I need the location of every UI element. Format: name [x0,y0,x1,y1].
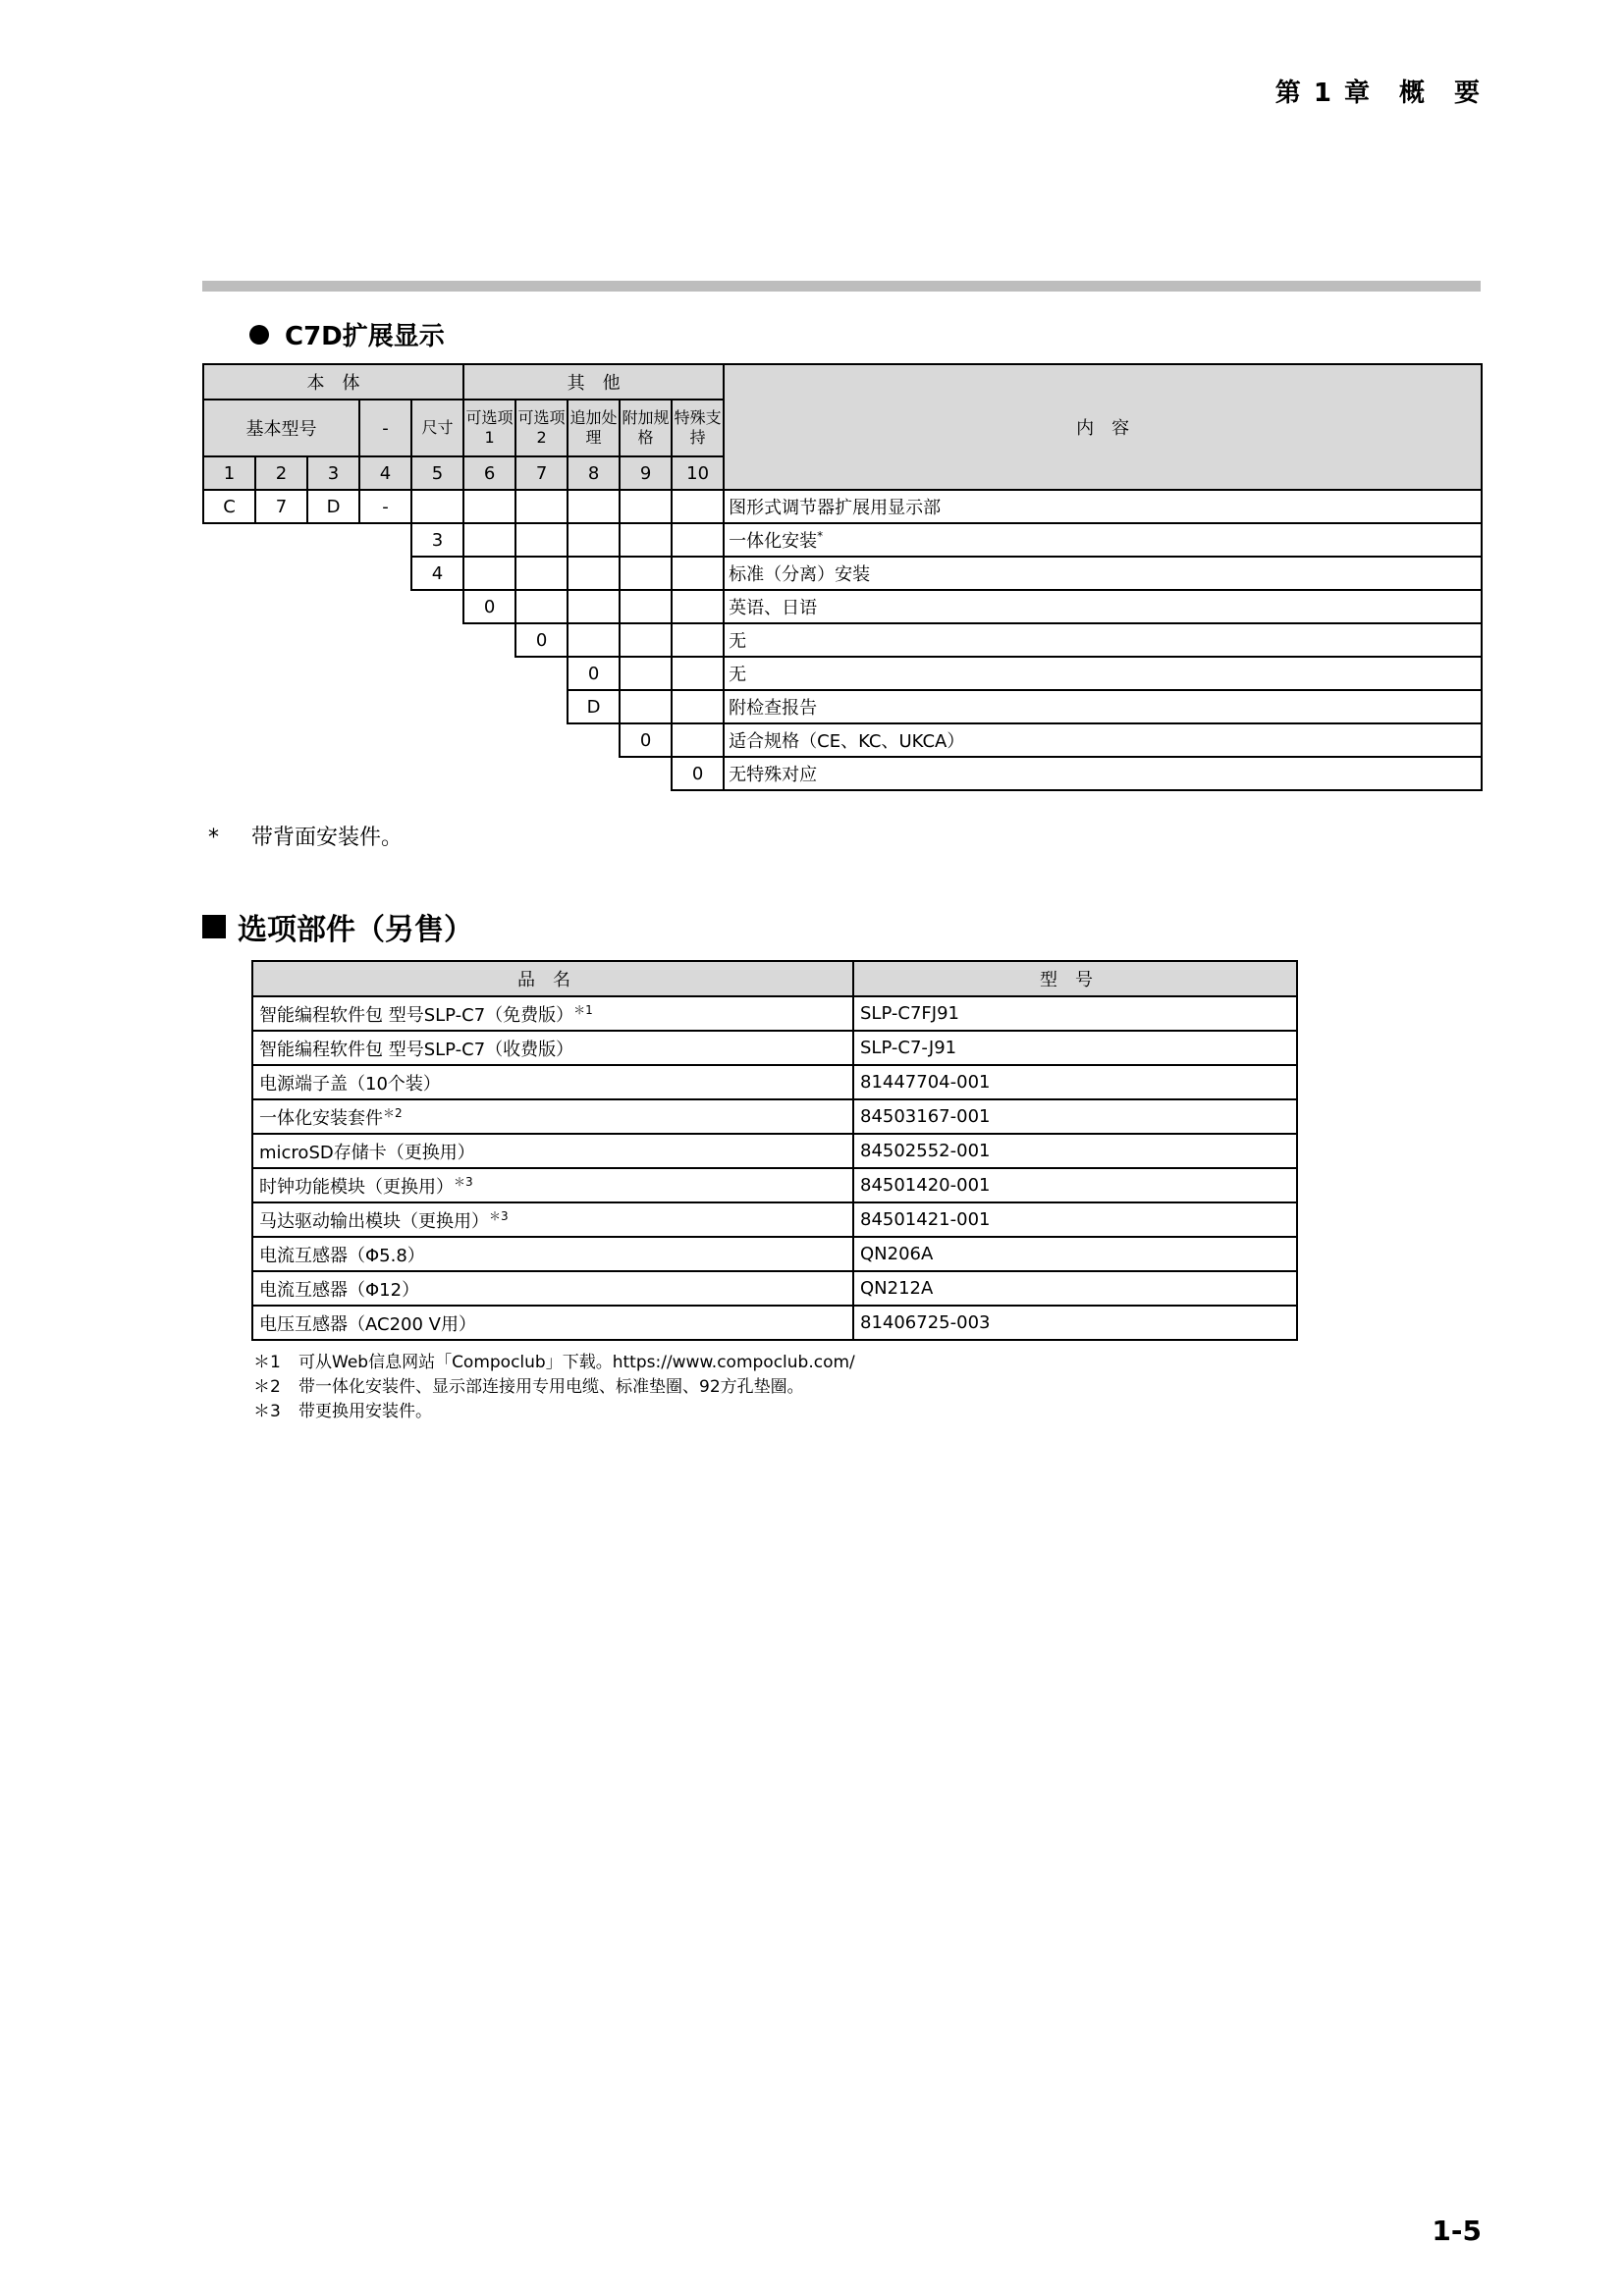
footnote-mark: * [817,529,824,543]
content-cell: 无特殊对应 [724,757,1482,790]
table-row [203,757,1482,790]
square-bullet-icon [202,915,226,938]
group-other-header: 其 他 [463,364,724,400]
option2-header: 可选项2 [515,400,568,456]
part-name: 电流互感器（Φ12） [252,1271,853,1306]
part-model: 84502552-001 [853,1134,1297,1168]
table-row [252,1237,1297,1271]
options-table [251,960,1298,1341]
part-model: SLP-C7-J91 [853,1031,1297,1065]
code-cell: - [359,490,411,523]
part-model: 84501420-001 [853,1168,1297,1202]
content-cell: 附检查报告 [724,690,1482,723]
content-cell: 英语、日语 [724,590,1482,623]
part-name: 智能编程软件包 型号SLP-C7（免费版）$^{*1}$ [252,996,853,1031]
code-cell: 0 [672,757,724,790]
code-cell [672,490,724,523]
size-header: 尺寸 [411,400,463,456]
code-cell: 3 [411,523,463,557]
table-row [252,1306,1297,1340]
code-cell: 7 [255,490,307,523]
table-row [203,657,1482,690]
part-name: 电流互感器（Φ5.8） [252,1237,853,1271]
content-cell: 一体化安装* [724,523,1482,557]
code-cell [515,490,568,523]
code-cell: 0 [515,623,568,657]
part-name: 电源端子盖（10个装） [252,1065,853,1099]
content-cell: 适合规格（CE、KC、UKCA） [724,723,1482,757]
part-model: 84503167-001 [853,1099,1297,1134]
table-row [252,996,1297,1031]
part-model: 81447704-001 [853,1065,1297,1099]
position-number: 7 [515,456,568,490]
table-row [252,1031,1297,1065]
page-number: 1-5 [1432,2215,1482,2247]
section-title-text: C7D扩展显示 [285,322,445,351]
table-row [203,557,1482,590]
part-model: QN212A [853,1271,1297,1306]
table-row [252,1099,1297,1134]
additional-processing-header: 追加处理 [568,400,620,456]
dash-header: - [359,400,411,456]
position-number: 4 [359,456,411,490]
table-row [203,723,1482,757]
table-row [252,1134,1297,1168]
chapter-header: 第 1 章 概 要 [1274,79,1482,108]
code-cell: D [307,490,359,523]
position-number: 3 [307,456,359,490]
footnote: ＊3 带更换用安装件。 [253,1402,432,1421]
name-column-header: 品名 [252,961,853,996]
part-model: 81406725-003 [853,1306,1297,1340]
content-cell: 无 [724,623,1482,657]
part-name: 一体化安装套件$^{*2}$ [252,1099,853,1134]
table-row [252,1065,1297,1099]
note-mark: * [208,826,219,850]
part-name: microSD存储卡（更换用） [252,1134,853,1168]
table-row [252,1202,1297,1237]
code-cell [620,490,672,523]
table-row [203,690,1482,723]
code-cell: D [568,690,620,723]
footnote: ＊1 可从Web信息网站「Compoclub」下载。https://www.compoclub.com/ [253,1353,855,1372]
position-number: 10 [672,456,724,490]
section-title-text: 选项部件（另售） [238,913,473,947]
table-row [203,490,1482,523]
table-row [203,523,1482,557]
model-code-table [202,363,1483,791]
part-name: 电压互感器（AC200 V用） [252,1306,853,1340]
code-cell: 0 [463,590,515,623]
code-cell [463,490,515,523]
code-cell [568,490,620,523]
part-name: 马达驱动输出模块（更换用）$^{*3}$ [252,1202,853,1237]
section-title-options [202,905,473,948]
part-name: 时钟功能模块（更换用）$^{*3}$ [252,1168,853,1202]
footnotes [253,1351,855,1424]
content-cell: 无 [724,657,1482,690]
code-cell: 4 [411,557,463,590]
position-number: 1 [203,456,255,490]
model-column-header: 型号 [853,961,1297,996]
position-number: 2 [255,456,307,490]
part-model: SLP-C7FJ91 [853,996,1297,1031]
position-number: 8 [568,456,620,490]
position-number: 6 [463,456,515,490]
part-model: 84501421-001 [853,1202,1297,1237]
option1-header: 可选项1 [463,400,515,456]
position-number: 5 [411,456,463,490]
special-support-header: 特殊支持 [672,400,724,456]
table-row [203,590,1482,623]
content-header: 内 容 [724,364,1482,490]
code-cell: C [203,490,255,523]
section-title-c7d [249,316,445,352]
position-number: 9 [620,456,672,490]
group-body-header: 本 体 [203,364,463,400]
additional-spec-header: 附加规格 [620,400,672,456]
content-cell: 图形式调节器扩展用显示部 [724,490,1482,523]
table-row [203,623,1482,657]
code-cell [411,490,463,523]
table-note [208,821,403,851]
table-row [252,1271,1297,1306]
note-text: 带背面安装件。 [251,826,404,850]
footnote: ＊2 带一体化安装件、显示部连接用专用电缆、标准垫圈、92方孔垫圈。 [253,1377,804,1397]
part-model: QN206A [853,1237,1297,1271]
part-name: 智能编程软件包 型号SLP-C7（收费版） [252,1031,853,1065]
bullet-icon [249,325,269,345]
basic-model-header: 基本型号 [203,400,359,456]
code-cell: 0 [568,657,620,690]
content-cell: 标准（分离）安装 [724,557,1482,590]
section-divider [202,281,1481,292]
table-row [252,1168,1297,1202]
code-cell: 0 [620,723,672,757]
